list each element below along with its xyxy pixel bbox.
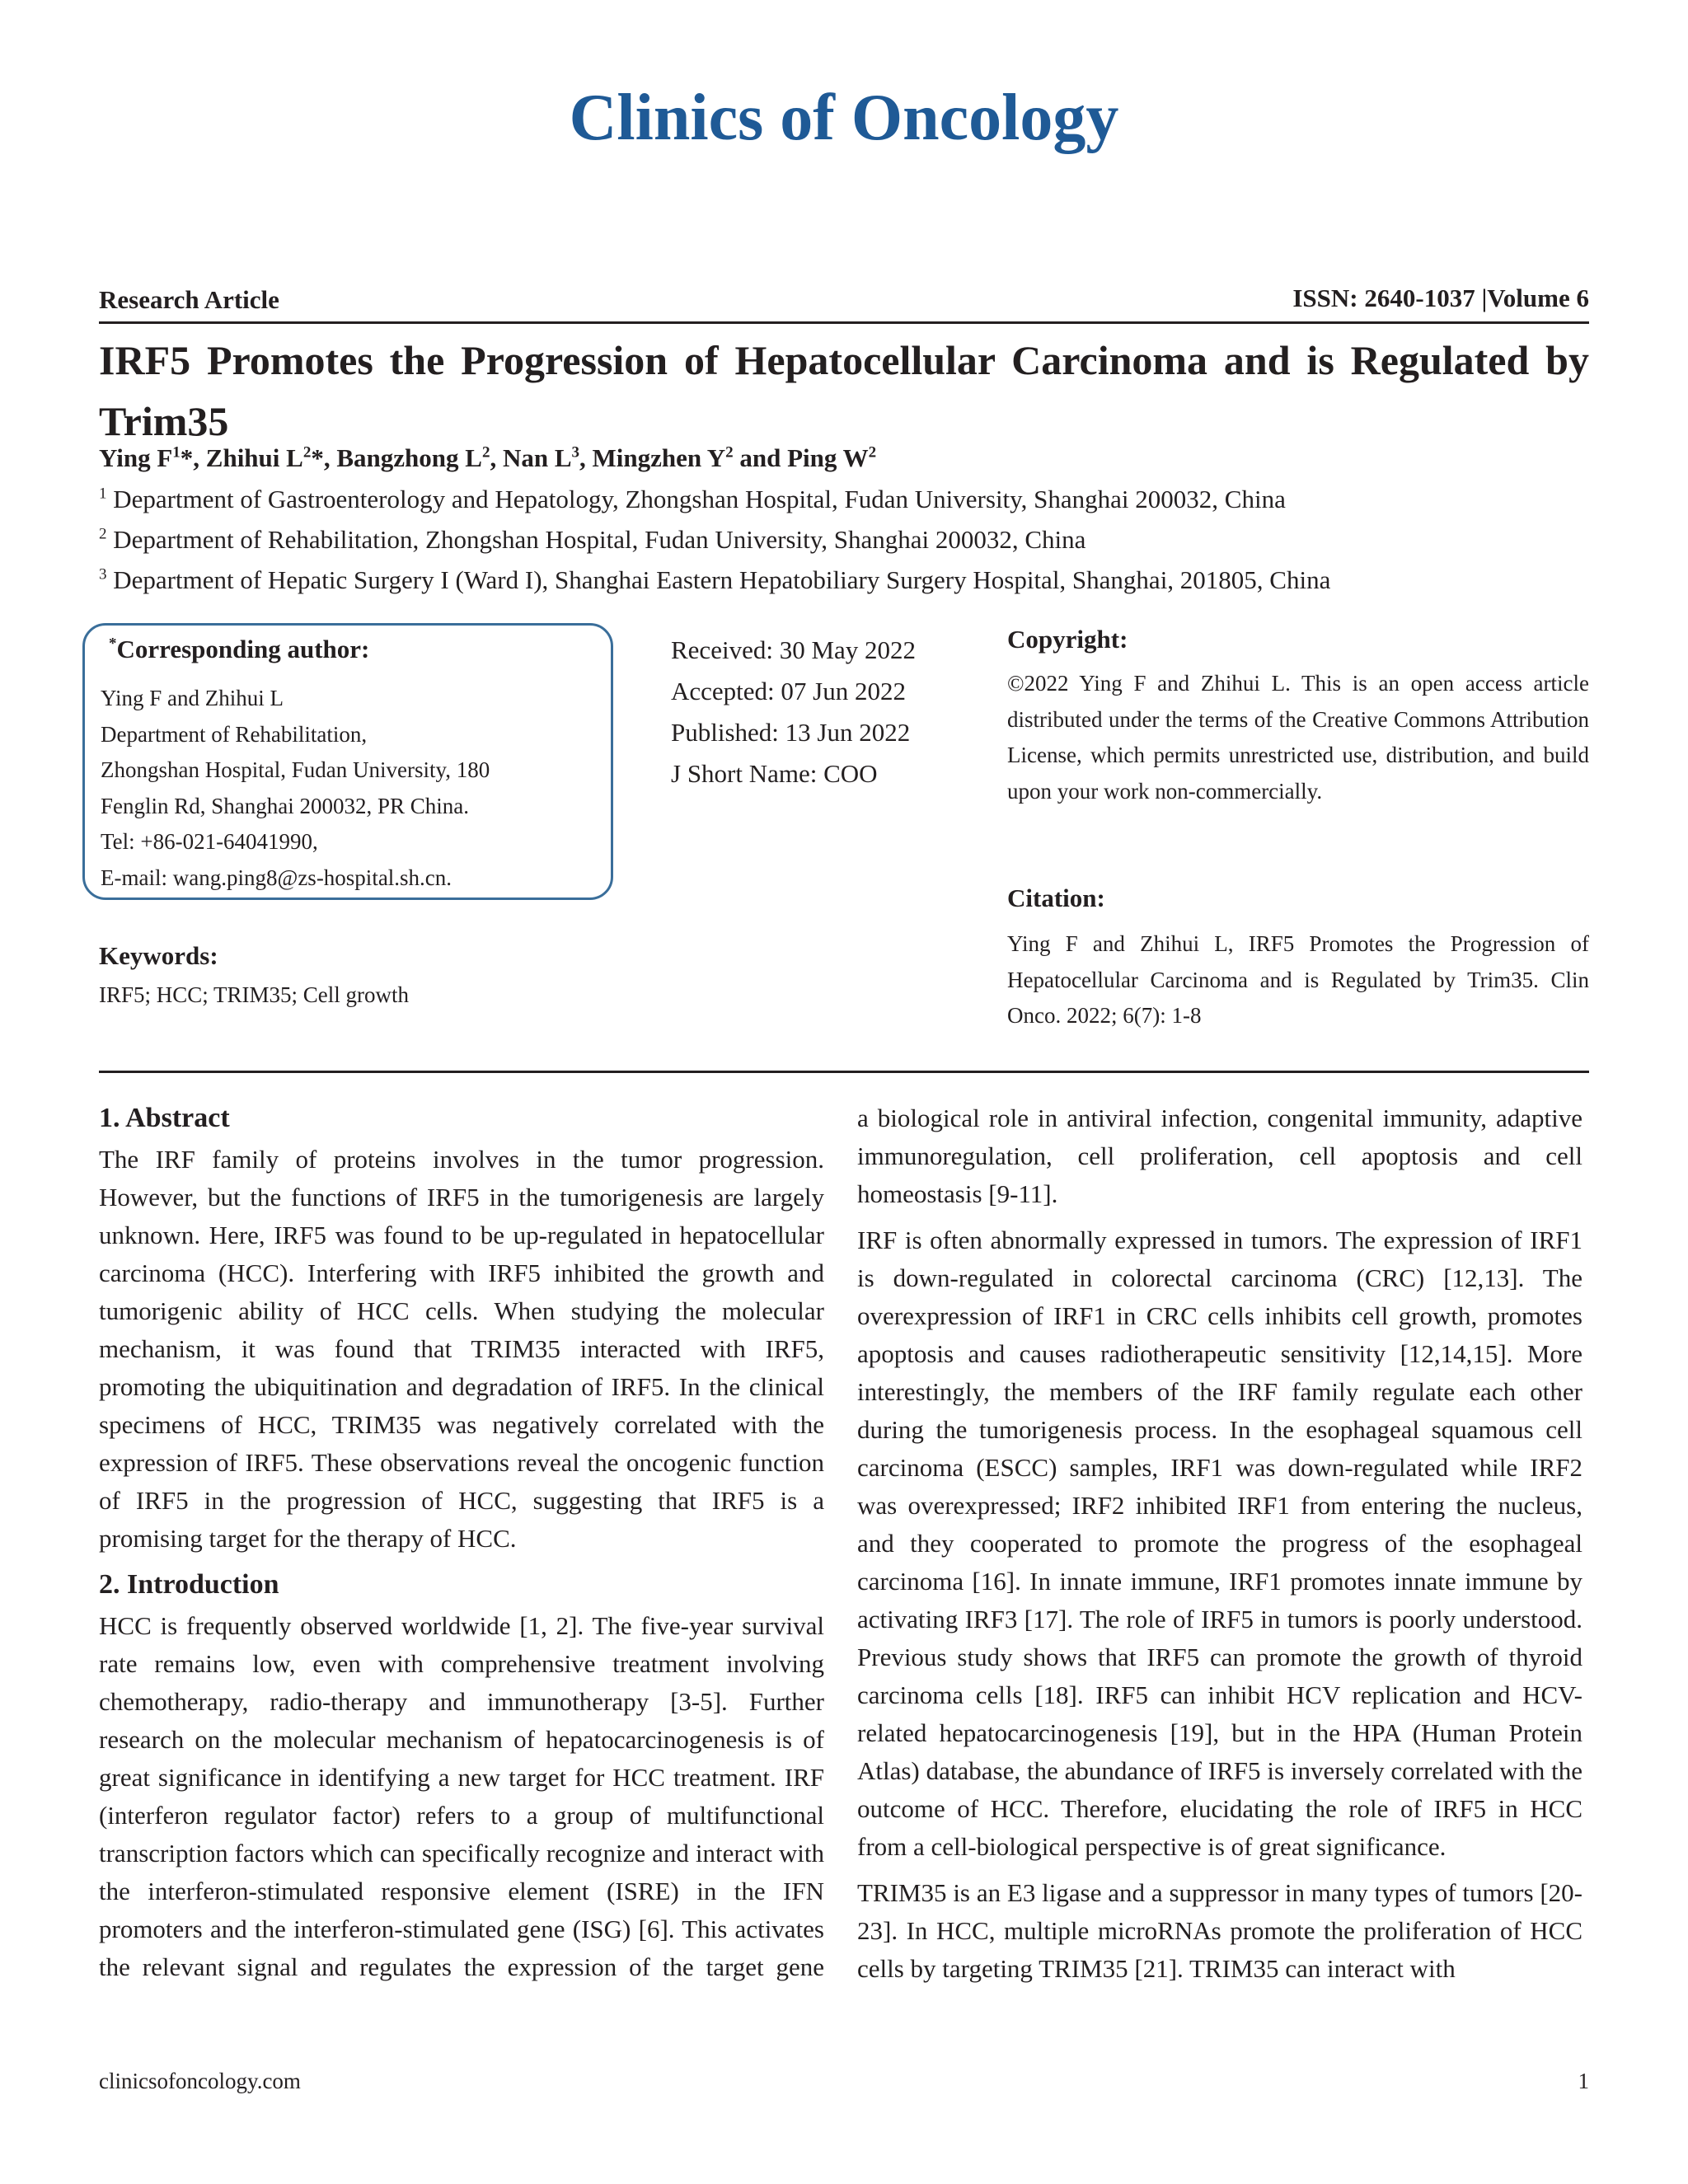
author-name: Zhihui L bbox=[205, 443, 303, 472]
corresponding-line: Tel: +86-021-64041990, bbox=[101, 829, 318, 854]
corresponding-author-heading bbox=[109, 635, 369, 664]
citation-text: Ying F and Zhihui L, IRF5 Promotes the Progression of Hepatocellular Carcinoma and is Regulated by Trim35. Clin Onco. 2022; 6(7): 1-8 bbox=[1007, 931, 1589, 1028]
corresponding-author-details bbox=[101, 681, 612, 896]
copyright-text: ©2022 Ying F and Zhihui L. This is an open access article distributed under the terms of the Creative Commons Attribution License, which permits unrestricted use, distribution, and build upon your work non-commercially. bbox=[1007, 671, 1589, 804]
published-date: Published: 13 Jun 2022 bbox=[671, 718, 911, 747]
corresponding-email: E-mail: wang.ping8@zs-hospital.sh.cn. bbox=[101, 865, 452, 890]
affiliation-text: Department of Gastroenterology and Hepatology, Zhongshan Hospital, Fudan University, Shanghai 200032, China bbox=[113, 485, 1286, 513]
author-affiliation-mark: 2 bbox=[868, 443, 877, 462]
corresponding-line: Department of Rehabilitation, bbox=[101, 721, 368, 747]
author-list: Ying $F^1*$, Zhihui $L^2*$, Bangzhong $L^2$, Nan $L^3$, Mingzhen $Y^2$ and Ping $W^2$ bbox=[99, 443, 877, 472]
accepted-date: Accepted: 07 Jun 2022 bbox=[671, 677, 906, 705]
body-column-left bbox=[99, 1099, 824, 1986]
introduction-paragraph-3: TRIM35 is an E3 ligase and a suppressor in many types of tumors [20-23]. In HCC, multiple microRNAs promote the proliferation of HCC cells by targeting TRIM35 [21]. TRIM35 can interact with bbox=[857, 1878, 1582, 1983]
page-number: 1 bbox=[1578, 2069, 1589, 2093]
affiliation-number: 2 bbox=[99, 525, 107, 543]
introduction-paragraph-1-continued bbox=[857, 1099, 1582, 1213]
body-column-right bbox=[857, 1099, 1582, 1988]
introduction-paragraph-2: IRF is often abnormally expressed in tumors. The expression of IRF1 is down-regulated in colorectal carcinoma (CRC) [12,13]. The overexpression of IRF1 in CRC cells inhibits cell growth, promotes apoptosis and causes radiotherapeutic sensitivity [12,14,15]. More interestingly, the members of the IRF family regulate each other during the tumorigenesis process. In the esophageal squamous cell carcinoma (ESCC) samples, IRF1 was down-regulated while IRF2 was overexpressed; IRF2 inhibited IRF1 from entering the nucleus, and they cooperated to promote the progress of the esophageal carcinoma [16]. In innate immune, IRF1 promotes innate immune by activating IRF3 [17]. The role of IRF5 in tumors is poorly understood. Previous study shows that IRF5 can promote the growth of thyroid carcinoma cells [18]. IRF5 can inhibit HCV replication and HCV-related hepatocarcinogenesis [19], but in the HPA (Human Protein Atlas) database, the abundance of IRF5 is inversely correlated with the outcome of HCC. Therefore, elucidating the role of IRF5 in HCC from a cell-biological perspective is of great significance. bbox=[857, 1226, 1582, 1861]
copyright-heading: Copyright: bbox=[1007, 625, 1128, 654]
corresponding-line: Ying F and Zhihui L bbox=[101, 686, 284, 710]
author-name: Ping W bbox=[787, 443, 869, 472]
author-corresponding-mark: * bbox=[180, 443, 194, 472]
introduction-paragraph-1: HCC is frequently observed worldwide [1, 2]. The five-year survival rate remains low, even with comprehensive treatment involving chemotherapy, radio-therapy and immunotherapy [3-5]. Further research on the molecular mechanism of hepatocarcinogenesis is of great significance in identifying a new target for HCC treatment. IRF (interferon regulator factor) refers to a group of multifunctional transcription factors which can specifically recognize and interact with the interferon-stimulated responsive element (ISRE) in the IFN promoters and the interferon-stimulated gene (ISG) [6]. This activates the relevant signal and regulates the expression of the target gene bbox=[99, 1611, 824, 1981]
corresponding-star: * bbox=[109, 635, 117, 653]
article-type: Research Article bbox=[99, 285, 279, 314]
header-bar bbox=[99, 282, 1589, 320]
affiliation-text: Department of Hepatic Surgery I (Ward I), Shanghai Eastern Hepatobiliary Surgery Hospital, Shanghai, 201805, China bbox=[113, 565, 1331, 594]
journal-title: Clinics of Oncology bbox=[569, 82, 1119, 154]
corresponding-line: Fenglin Rd, Shanghai 200032, PR China. bbox=[101, 793, 470, 818]
affiliation bbox=[99, 565, 1330, 595]
continued-text: a biological role in antiviral infection, congenital immunity, adaptive immunoregulation, cell proliferation, cell apoptosis and cell homeostasis [9-11]. bbox=[857, 1104, 1582, 1208]
author-affiliation-mark: 2 bbox=[481, 443, 490, 462]
author-name: Nan L bbox=[502, 443, 572, 472]
author-affiliation-mark: 2 bbox=[725, 443, 734, 462]
author-corresponding-mark: * bbox=[311, 443, 324, 472]
author-name: Ying F bbox=[99, 443, 173, 472]
affiliation-text: Department of Rehabilitation, Zhongshan Hospital, Fudan University, Shanghai 200032, China bbox=[113, 525, 1086, 554]
header-divider bbox=[99, 321, 1589, 324]
abstract-heading: 1. Abstract bbox=[99, 1103, 230, 1133]
author-name: Mingzhen Y bbox=[592, 443, 726, 472]
article-title: IRF5 Promotes the Progression of Hepatocellular Carcinoma and is Regulated by Trim35 bbox=[99, 337, 1589, 444]
citation-heading: Citation: bbox=[1007, 883, 1105, 912]
issn-volume: ISSN: 2640-1037 |Volume 6 bbox=[1292, 284, 1589, 312]
abstract-text: The IRF family of proteins involves in the tumor progression. However, but the functions of IRF5 in the tumorigenesis are largely unknown. Here, IRF5 was found to be up-regulated in hepatocellular carcinoma (HCC). Interfering with IRF5 inhibited the growth and tumorigenic ability of HCC cells. When studying the molecular mechanism, it was found that TRIM35 interacted with IRF5, promoting the ubiquitination and degradation of IRF5. In the clinical specimens of HCC, TRIM35 was negatively correlated with the expression of IRF5. These observations reveal the oncogenic function of IRF5 in the progression of HCC, suggesting that IRF5 is a promising target for the therapy of HCC. bbox=[99, 1145, 824, 1553]
introduction-heading: 2. Introduction bbox=[99, 1569, 279, 1600]
affiliation bbox=[99, 525, 1085, 555]
affiliation-number: 3 bbox=[99, 565, 107, 583]
author-name: Bangzhong L bbox=[336, 443, 482, 472]
author-affiliation-mark: 2 bbox=[302, 443, 312, 462]
article-dates bbox=[671, 630, 916, 794]
affiliation-number: 1 bbox=[99, 485, 107, 503]
author-affiliation-mark: 3 bbox=[571, 443, 579, 462]
journal-short-name: J Short Name: COO bbox=[671, 759, 878, 788]
received-date: Received: 30 May 2022 bbox=[671, 635, 917, 664]
body-divider bbox=[99, 1071, 1589, 1073]
corresponding-heading-text: Corresponding author: bbox=[116, 635, 370, 663]
corresponding-line: Zhongshan Hospital, Fudan University, 180 bbox=[101, 757, 490, 782]
keywords-heading: Keywords: bbox=[99, 941, 218, 970]
footer-website: clinicsofoncology.com bbox=[99, 2069, 301, 2093]
author-affiliation-mark: 1 bbox=[172, 443, 181, 462]
affiliation bbox=[99, 485, 1286, 514]
keywords-text: IRF5; HCC; TRIM35; Cell growth bbox=[99, 982, 410, 1007]
